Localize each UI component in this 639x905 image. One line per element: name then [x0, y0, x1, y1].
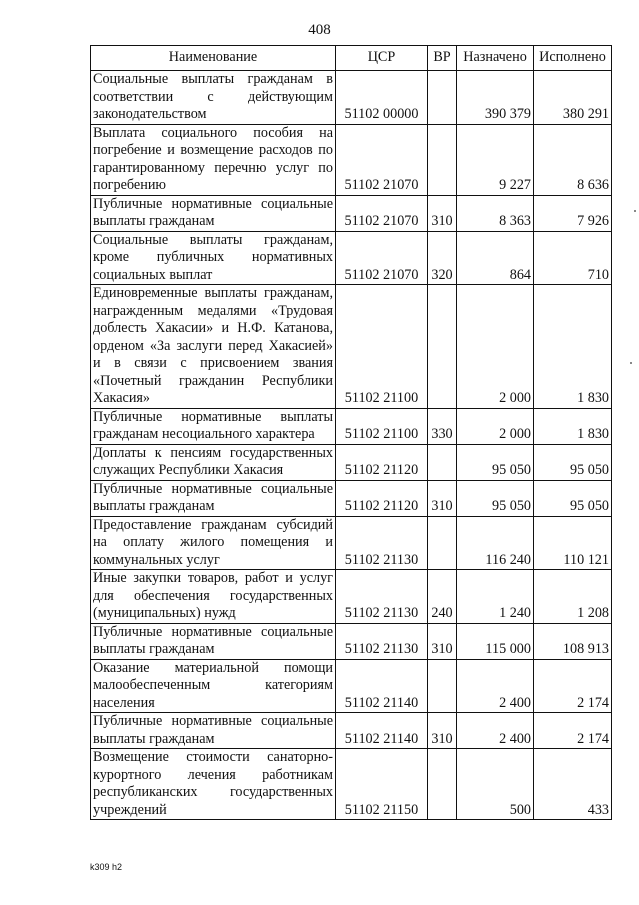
- table-body: [91, 71, 612, 820]
- row-name: Публичные нормативные социальные выплаты гражданам: [91, 713, 336, 749]
- row-vr: [428, 444, 457, 480]
- footer-code: k309 h2: [90, 862, 123, 872]
- row-name: Возмещение стоимости санаторно-курортного лечения работникам республиканских государственных учреждений: [91, 749, 336, 820]
- row-planned: 390 379: [457, 71, 534, 125]
- table-row: [91, 570, 612, 624]
- row-csr: 51102 21130: [336, 623, 428, 659]
- table-row: [91, 749, 612, 820]
- row-planned: 500: [457, 749, 534, 820]
- row-executed: 95 050: [534, 444, 612, 480]
- table-row: [91, 408, 612, 444]
- row-executed: 380 291: [534, 71, 612, 125]
- table-header-row: [91, 46, 612, 71]
- table-row: [91, 480, 612, 516]
- row-name: Доплаты к пенсиям государственных служащих Республики Хакасия: [91, 444, 336, 480]
- row-csr: 51102 21100: [336, 285, 428, 409]
- row-vr: 240: [428, 570, 457, 624]
- row-planned: 1 240: [457, 570, 534, 624]
- row-executed: 7 926: [534, 195, 612, 231]
- header-name: Наименование: [91, 46, 336, 71]
- row-executed: 95 050: [534, 480, 612, 516]
- row-csr: 51102 21130: [336, 570, 428, 624]
- table-row: [91, 444, 612, 480]
- row-name: Иные закупки товаров, работ и услуг для обеспечения государственных (муниципальных) нужд: [91, 570, 336, 624]
- row-csr: 51102 21130: [336, 516, 428, 570]
- header-executed: Исполнено: [534, 46, 612, 71]
- row-executed: 110 121: [534, 516, 612, 570]
- row-vr: 310: [428, 623, 457, 659]
- scan-speck: [630, 362, 632, 364]
- row-csr: 51102 21070: [336, 231, 428, 285]
- row-executed: 1 830: [534, 408, 612, 444]
- table-row: [91, 71, 612, 125]
- table-row: [91, 659, 612, 713]
- row-name: Публичные нормативные социальные выплаты гражданам: [91, 195, 336, 231]
- row-vr: 320: [428, 231, 457, 285]
- row-vr: 310: [428, 713, 457, 749]
- row-name: Предоставление гражданам субсидий на оплату жилого помещения и коммунальных услуг: [91, 516, 336, 570]
- row-csr: 51102 21120: [336, 480, 428, 516]
- row-planned: 95 050: [457, 480, 534, 516]
- row-name: Публичные нормативные социальные выплаты гражданам: [91, 480, 336, 516]
- table-row: [91, 516, 612, 570]
- table-row: [91, 231, 612, 285]
- row-name: Публичные нормативные выплаты гражданам несоциального характера: [91, 408, 336, 444]
- row-vr: [428, 659, 457, 713]
- row-name: Выплата социального пособия на погребение и возмещение расходов по гарантированному перечню услуг по погребению: [91, 124, 336, 195]
- row-name: Социальные выплаты гражданам, кроме публичных нормативных социальных выплат: [91, 231, 336, 285]
- row-csr: 51102 21140: [336, 659, 428, 713]
- header-csr: ЦСР: [336, 46, 428, 71]
- row-executed: 1 830: [534, 285, 612, 409]
- row-executed: 108 913: [534, 623, 612, 659]
- row-csr: 51102 21070: [336, 195, 428, 231]
- row-name: Социальные выплаты гражданам в соответствии с действующим законодательством: [91, 71, 336, 125]
- row-executed: 2 174: [534, 659, 612, 713]
- row-planned: 8 363: [457, 195, 534, 231]
- row-vr: [428, 516, 457, 570]
- table-row: [91, 623, 612, 659]
- row-name: Единовременные выплаты гражданам, награжденным медалями «Трудовая доблесть Хакасии» и Н.Ф. Катанова, орденом «За заслуги перед Хакасией» и в связи с присвоением звания «Почетный гражданин Республики Хакасия»: [91, 285, 336, 409]
- row-executed: 2 174: [534, 713, 612, 749]
- row-vr: [428, 285, 457, 409]
- table-row: [91, 124, 612, 195]
- row-csr: 51102 21120: [336, 444, 428, 480]
- row-name: Публичные нормативные социальные выплаты гражданам: [91, 623, 336, 659]
- page-number: 408: [308, 22, 331, 38]
- row-csr: 51102 00000: [336, 71, 428, 125]
- row-csr: 51102 21100: [336, 408, 428, 444]
- row-csr: 51102 21150: [336, 749, 428, 820]
- row-executed: 1 208: [534, 570, 612, 624]
- header-planned: Назначено: [457, 46, 534, 71]
- row-planned: 2 000: [457, 408, 534, 444]
- row-planned: 2 000: [457, 285, 534, 409]
- row-vr: [428, 124, 457, 195]
- row-vr: [428, 71, 457, 125]
- row-executed: 710: [534, 231, 612, 285]
- row-executed: 8 636: [534, 124, 612, 195]
- row-name: Оказание материальной помощи малообеспеченным категориям населения: [91, 659, 336, 713]
- table-row: [91, 713, 612, 749]
- row-executed: 433: [534, 749, 612, 820]
- row-vr: 310: [428, 480, 457, 516]
- row-csr: 51102 21070: [336, 124, 428, 195]
- row-planned: 864: [457, 231, 534, 285]
- row-planned: 9 227: [457, 124, 534, 195]
- row-vr: 310: [428, 195, 457, 231]
- row-vr: [428, 749, 457, 820]
- table-row: [91, 195, 612, 231]
- row-planned: 116 240: [457, 516, 534, 570]
- row-vr: 330: [428, 408, 457, 444]
- row-planned: 95 050: [457, 444, 534, 480]
- budget-table: [90, 45, 612, 820]
- table-row: [91, 285, 612, 409]
- header-vr: ВР: [428, 46, 457, 71]
- row-csr: 51102 21140: [336, 713, 428, 749]
- row-planned: 115 000: [457, 623, 534, 659]
- row-planned: 2 400: [457, 713, 534, 749]
- scan-speck: [634, 210, 636, 212]
- row-planned: 2 400: [457, 659, 534, 713]
